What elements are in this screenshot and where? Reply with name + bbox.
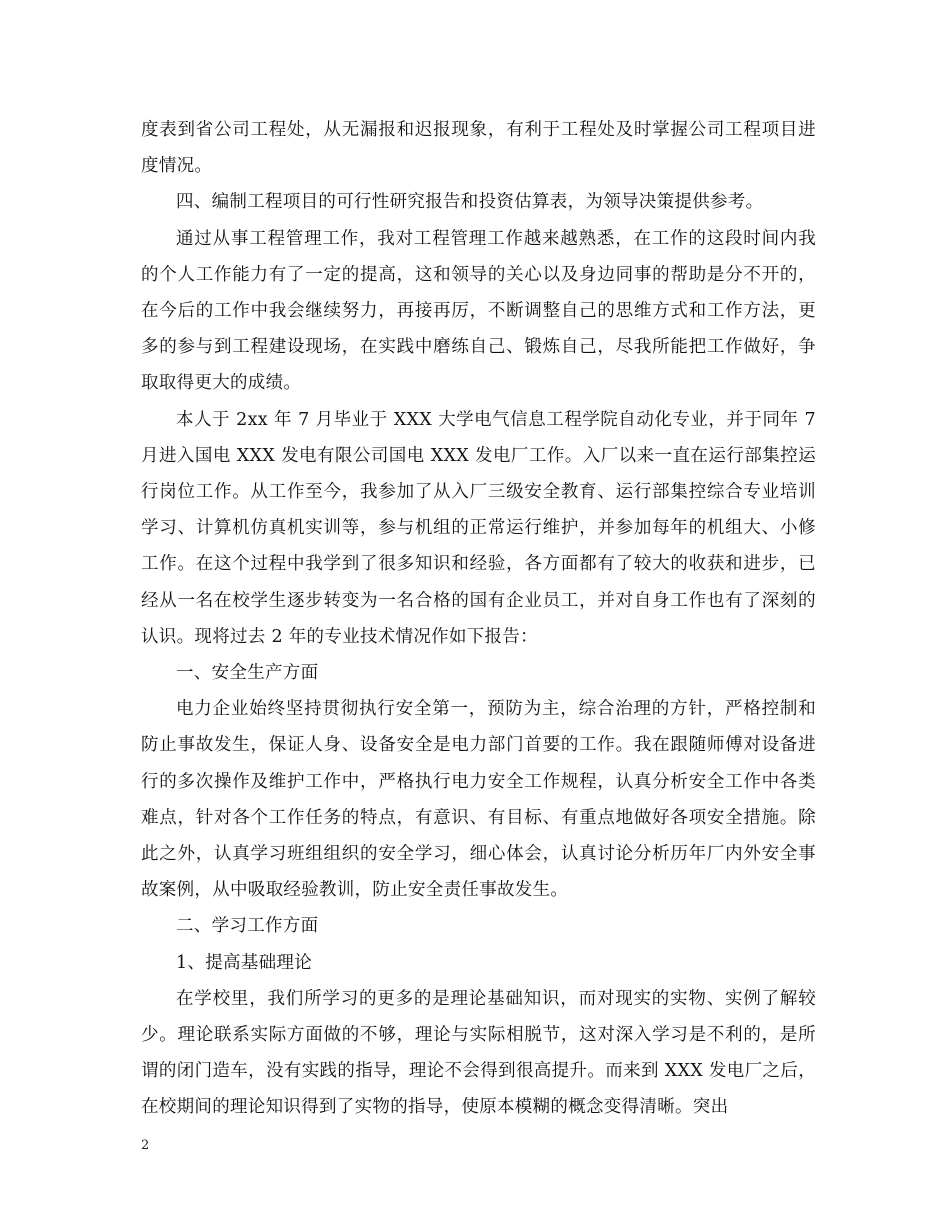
paragraph-9: 在学校里，我们所学习的更多的是理论基础知识，而对现实的实物、实例了解较少。理论联系实际方面做的不够，理论与实际相脱节，这对深入学习是不利的，是所谓的闭门造车，没有实践的指导，理论不会得到很高提升。而来到 XXX 发电厂之后，在校期间的理论知识得到了实物的指导，使原本模糊的概念变得清晰。突出 [141, 988, 816, 1118]
subheading-theory: 1、提高基础理论 [176, 952, 313, 973]
paragraph-3: 通过从事工程管理工作，我对工程管理工作越来越熟悉，在工作的这段时间内我的个人工作能力有了一定的提高，这和领导的关心以及身边同事的帮助是分不开的，在今后的工作中我会继续努力，再接再厉，不断调整自己的思维方式和工作方法，更多的参与到工程建设现场，在实践中磨练自己、锻炼自己，尽我所能把工作做好，争取取得更大的成绩。 [141, 228, 816, 394]
paragraph-1: 度表到省公司工程处，从无漏报和迟报现象，有利于工程处及时掌握公司工程项目进度情况。 [141, 120, 816, 177]
paragraph-4: 本人于 2xx 年 7 月毕业于 XXX 大学电气信息工程学院自动化专业，并于同年 7 月进入国电 XXX 发电有限公司国电 XXX 发电厂工作。入厂以来一直在运行部集控运行岗位工作。从工作至今，我参加了从入厂三级安全教育、运行部集控综合专业培训学习、计算机仿真机实训等，参与机组的正常运行维护，并参加每年的机组大、小修工作。在这个过程中我学到了很多知识和经验，各方面都有了较大的收获和进步，已经从一名在校学生逐步转变为一名合格的国有企业员工，并对自身工作也有了深刻的认识。现将过去 2 年的专业技术情况作如下报告： [141, 409, 816, 647]
paragraph-6: 电力企业始终坚持贯彻执行安全第一，预防为主，综合治理的方针，严格控制和防止事故发生，保证人身、设备安全是电力部门首要的工作。我在跟随师傅对设备进行的多次操作及维护工作中，严格执行电力安全工作规程，认真分析安全工作中各类难点，针对各个工作任务的特点，有意识、有目标、有重点地做好各项安全措施。除此之外，认真学习班组组织的安全学习，细心体会，认真讨论分析历年厂内外安全事故案例，从中吸取经验教训，防止安全责任事故发生。 [141, 699, 816, 901]
page-number: 2 [141, 1138, 150, 1153]
paragraph-2: 四、编制工程项目的可行性研究报告和投资估算表，为领导决策提供参考。 [176, 192, 764, 213]
section-heading-safety: 一、安全生产方面 [176, 663, 319, 684]
body-text [141, 112, 816, 1126]
section-heading-study: 二、学习工作方面 [176, 916, 319, 937]
